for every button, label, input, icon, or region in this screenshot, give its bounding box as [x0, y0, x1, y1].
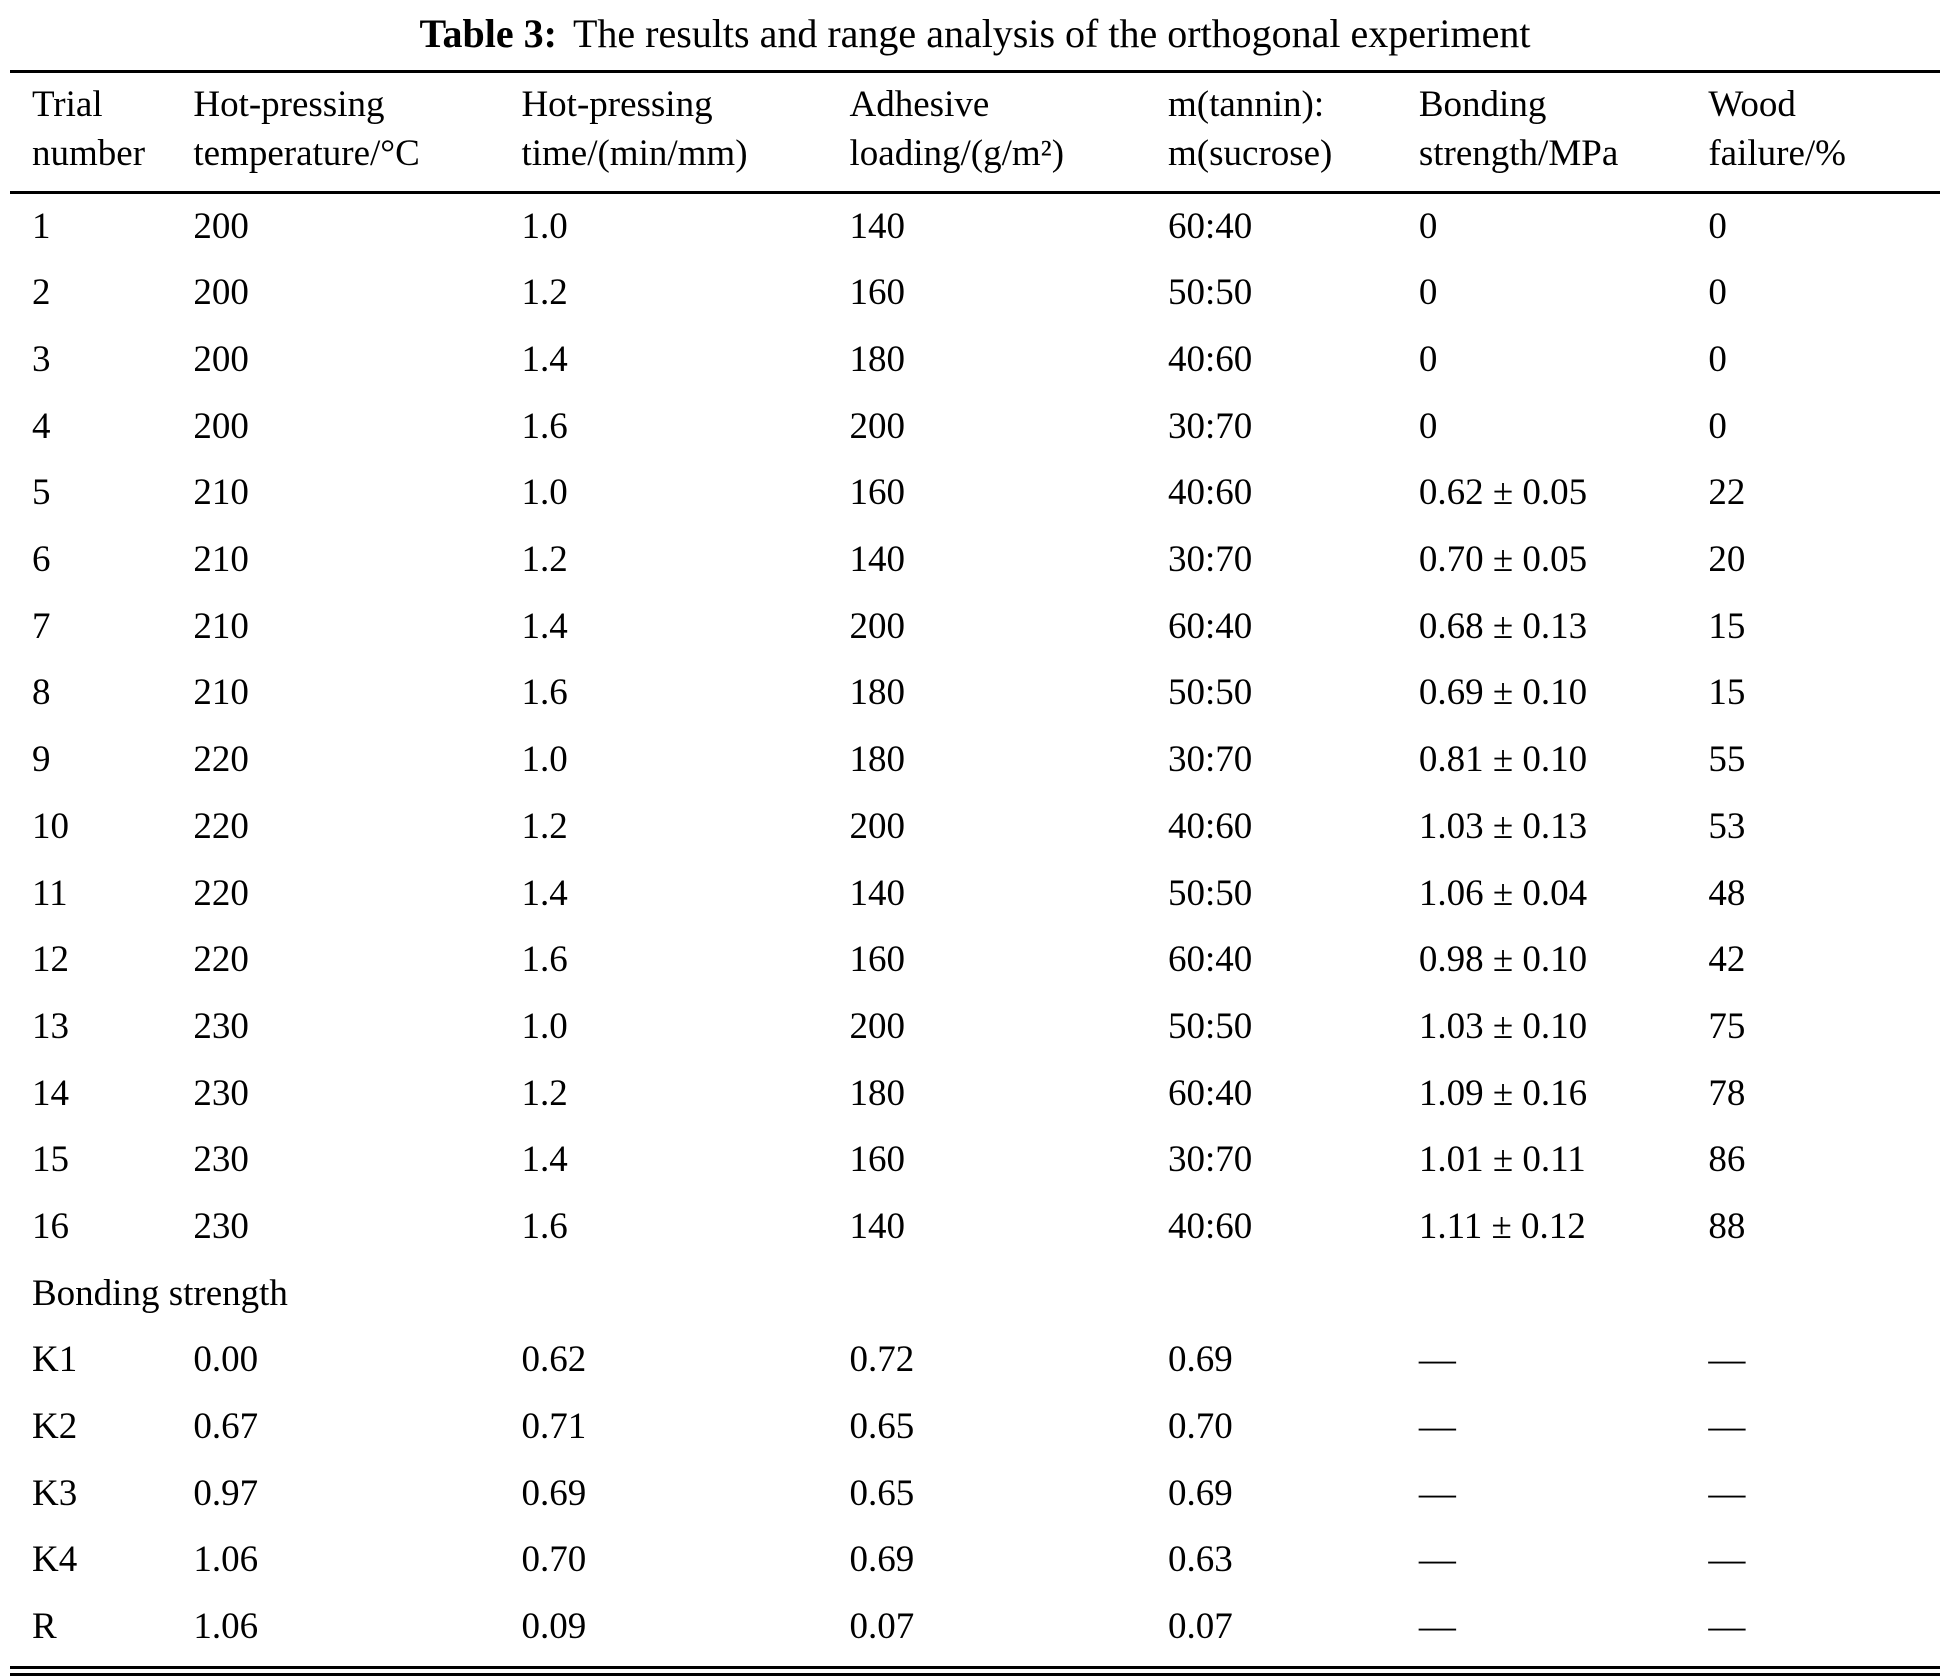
cell: 0.65: [849, 1406, 915, 1448]
table-row: [10, 1594, 1940, 1671]
cell: 88: [1708, 1205, 1746, 1247]
cell: 200: [849, 805, 906, 847]
cell: 0.67: [193, 1406, 259, 1448]
section-label: Bonding strength: [32, 1272, 288, 1314]
results-table: [10, 70, 1940, 1676]
cell: 1.6: [521, 405, 568, 447]
cell: K3: [32, 1472, 78, 1514]
cell: 200: [193, 205, 249, 247]
header-line: loading/(g/m²): [849, 132, 1065, 174]
table-row: [10, 1327, 1940, 1394]
table-row: [10, 1394, 1940, 1461]
cell: 0.98 ± 0.10: [1418, 939, 1588, 981]
cell: 0.71: [521, 1406, 587, 1448]
table-row: [10, 927, 1940, 994]
cell: 53: [1708, 805, 1746, 847]
header-line: Adhesive: [849, 84, 990, 125]
cell: 1.4: [521, 1139, 568, 1181]
cell: —: [1418, 1472, 1456, 1514]
cell: 0.07: [850, 1594, 1168, 1671]
cell: 1.01 ± 0.11: [1418, 1139, 1586, 1181]
cell: 160: [849, 472, 906, 514]
header-line: Hot-pressing: [193, 84, 385, 125]
cell: 30:70: [1167, 739, 1253, 781]
table-row: [10, 727, 1940, 794]
table-caption-label: Table 3:: [419, 11, 557, 56]
cell: 0.65: [849, 1472, 915, 1514]
cell: 55: [1708, 739, 1746, 781]
cell: 0.70 ± 0.05: [1418, 539, 1588, 581]
cell: 0: [1418, 272, 1438, 314]
table-row: [10, 1461, 1940, 1528]
table-header: [10, 72, 1940, 193]
table-caption: [10, 6, 1940, 70]
col-header-hot-pressing-temperature: [193, 72, 521, 193]
cell: 30:70: [1167, 539, 1253, 581]
cell: 60:40: [1167, 205, 1253, 247]
cell: 7: [32, 605, 51, 647]
cell: 60:40: [1167, 605, 1253, 647]
cell: 0.69: [1167, 1339, 1233, 1381]
cell: 0: [1418, 405, 1438, 447]
cell: 40:60: [1167, 805, 1253, 847]
cell: 210: [193, 605, 249, 647]
cell: 1.06: [193, 1539, 259, 1581]
cell: 50:50: [1167, 872, 1253, 914]
cell: 12: [32, 939, 69, 981]
table-row: [10, 527, 1940, 594]
cell: 140: [849, 872, 906, 914]
cell: 1.03 ± 0.13: [1418, 805, 1588, 847]
cell: 1.0: [521, 472, 568, 514]
cell: 0.69: [521, 1472, 587, 1514]
cell: 60:40: [1167, 939, 1253, 981]
table-row: [10, 1127, 1940, 1194]
section-row: [10, 1261, 1940, 1328]
cell: R: [10, 1594, 193, 1671]
cell: 220: [193, 805, 249, 847]
cell: 3: [32, 339, 51, 381]
cell: 200: [849, 1005, 906, 1047]
cell: 40:60: [1167, 472, 1253, 514]
cell: 0.62: [521, 1339, 587, 1381]
cell: 30:70: [1167, 405, 1253, 447]
cell: 2: [32, 272, 51, 314]
cell: 0: [1708, 339, 1727, 381]
header-line: m(sucrose): [1167, 132, 1333, 174]
cell: —: [1708, 1406, 1746, 1448]
col-header-bonding-strength: [1419, 72, 1709, 193]
header-line: temperature/°C: [193, 132, 420, 174]
cell: 220: [193, 739, 249, 781]
cell: 30:70: [1167, 1139, 1253, 1181]
col-header-wood-failure: [1708, 72, 1940, 193]
cell: 16: [32, 1205, 69, 1247]
cell: 0.81 ± 0.10: [1418, 739, 1588, 781]
table-row: [10, 1194, 1940, 1261]
cell: 210: [193, 472, 249, 514]
cell: 14: [32, 1072, 69, 1114]
cell: 200: [193, 339, 249, 381]
cell: 1.0: [521, 205, 568, 247]
cell: 220: [193, 939, 249, 981]
cell: 0: [1708, 205, 1727, 247]
table-row: [10, 1061, 1940, 1128]
cell: 0.97: [193, 1472, 259, 1514]
header-line: Hot-pressing: [521, 84, 713, 125]
header-line: failure/%: [1708, 132, 1847, 174]
header-line: time/(min/mm): [521, 132, 748, 174]
table-row: [10, 394, 1940, 461]
cell: 48: [1708, 872, 1746, 914]
cell: 1.06 ± 0.04: [1418, 872, 1588, 914]
cell: 1.06: [193, 1594, 521, 1671]
cell: 0.00: [193, 1339, 259, 1381]
col-header-hot-pressing-time: [521, 72, 849, 193]
cell: 15: [1708, 605, 1746, 647]
cell: 0.69 ± 0.10: [1418, 672, 1588, 714]
cell: 5: [32, 472, 51, 514]
cell: 200: [849, 405, 906, 447]
cell: 1.6: [521, 1205, 568, 1247]
cell: 42: [1708, 939, 1746, 981]
table-row: [10, 460, 1940, 527]
cell: 180: [849, 739, 906, 781]
cell: —: [1708, 1594, 1940, 1671]
cell: —: [1708, 1472, 1746, 1514]
cell: 0.69: [1167, 1472, 1233, 1514]
cell: 4: [32, 405, 51, 447]
table-row: [10, 192, 1940, 260]
cell: 0.70: [521, 1539, 587, 1581]
cell: 40:60: [1167, 339, 1253, 381]
cell: 1.11 ± 0.12: [1418, 1205, 1586, 1247]
cell: 78: [1708, 1072, 1746, 1114]
header-line: number: [32, 132, 146, 174]
cell: 200: [849, 605, 906, 647]
cell: 8: [32, 672, 51, 714]
cell: 75: [1708, 1005, 1746, 1047]
cell: 210: [193, 672, 249, 714]
cell: K4: [32, 1539, 78, 1581]
cell: 180: [849, 1072, 906, 1114]
cell: 20: [1708, 539, 1746, 581]
cell: 6: [32, 539, 51, 581]
cell: 0: [1708, 272, 1727, 314]
cell: 50:50: [1167, 272, 1253, 314]
table-row: [10, 327, 1940, 394]
cell: 1.03 ± 0.10: [1418, 1005, 1588, 1047]
cell: 60:40: [1167, 1072, 1253, 1114]
table-row: [10, 794, 1940, 861]
table-row: [10, 260, 1940, 327]
cell: 1.4: [521, 339, 568, 381]
cell: 230: [193, 1205, 249, 1247]
col-header-tannin-sucrose-ratio: [1168, 72, 1419, 193]
cell: 1.4: [521, 872, 568, 914]
cell: 50:50: [1167, 672, 1253, 714]
header-line: Wood: [1708, 84, 1796, 125]
cell: 1.2: [521, 805, 568, 847]
header-line: strength/MPa: [1418, 132, 1619, 174]
cell: 140: [849, 205, 906, 247]
cell: —: [1419, 1594, 1709, 1671]
cell: 0.09: [521, 1594, 849, 1671]
cell: —: [1708, 1539, 1746, 1581]
cell: 0.07: [1168, 1594, 1419, 1671]
col-header-adhesive-loading: [850, 72, 1168, 193]
header-line: Trial: [32, 84, 103, 125]
cell: 11: [32, 872, 68, 914]
cell: 230: [193, 1139, 249, 1181]
cell: —: [1708, 1339, 1746, 1381]
header-row: [10, 72, 1940, 193]
cell: 0.68 ± 0.13: [1418, 605, 1588, 647]
cell: 10: [32, 805, 69, 847]
cell: 1.2: [521, 539, 568, 581]
cell: 86: [1708, 1139, 1746, 1181]
cell: 9: [32, 739, 51, 781]
header-line: Bonding: [1418, 84, 1547, 125]
table-row: [10, 594, 1940, 661]
cell: 200: [193, 272, 249, 314]
cell: 22: [1708, 472, 1746, 514]
cell: 140: [849, 1205, 906, 1247]
cell: 180: [849, 672, 906, 714]
cell: 15: [1708, 672, 1746, 714]
cell: —: [1418, 1406, 1456, 1448]
cell: 230: [193, 1072, 249, 1114]
cell: 160: [849, 1139, 906, 1181]
cell: 40:60: [1167, 1205, 1253, 1247]
table-body: [10, 192, 1940, 1671]
col-header-trial-number: [10, 72, 193, 193]
cell: 230: [193, 1005, 249, 1047]
cell: 1: [32, 205, 51, 247]
table-caption-text: The results and range analysis of the orthogonal experiment: [572, 11, 1531, 56]
cell: —: [1418, 1539, 1456, 1581]
cell: 15: [32, 1139, 69, 1181]
cell: 0: [1418, 339, 1438, 381]
cell: 1.6: [521, 672, 568, 714]
cell: 0.63: [1167, 1539, 1233, 1581]
table-row: [10, 861, 1940, 928]
cell: 0: [1418, 205, 1438, 247]
table-row: [10, 1527, 1940, 1594]
cell: 0.69: [849, 1539, 915, 1581]
cell: 0: [1708, 405, 1727, 447]
cell: 1.0: [521, 1005, 568, 1047]
cell: 1.4: [521, 605, 568, 647]
cell: 180: [849, 339, 906, 381]
cell: 1.2: [521, 272, 568, 314]
cell: 160: [849, 939, 906, 981]
cell: 200: [193, 405, 249, 447]
cell: 220: [193, 872, 249, 914]
cell: 1.6: [521, 939, 568, 981]
cell: 160: [849, 272, 906, 314]
cell: K1: [32, 1339, 78, 1381]
cell: 140: [849, 539, 906, 581]
header-line: m(tannin):: [1167, 84, 1325, 125]
cell: 13: [32, 1005, 69, 1047]
table-row: [10, 994, 1940, 1061]
cell: 1.2: [521, 1072, 568, 1114]
cell: 50:50: [1167, 1005, 1253, 1047]
cell: 1.09 ± 0.16: [1418, 1072, 1588, 1114]
cell: K2: [32, 1406, 78, 1448]
cell: 1.0: [521, 739, 568, 781]
cell: 0.70: [1167, 1406, 1233, 1448]
cell: —: [1418, 1339, 1456, 1381]
cell: 210: [193, 539, 249, 581]
table-row: [10, 660, 1940, 727]
cell: 0.62 ± 0.05: [1418, 472, 1588, 514]
cell: 0.72: [849, 1339, 915, 1381]
